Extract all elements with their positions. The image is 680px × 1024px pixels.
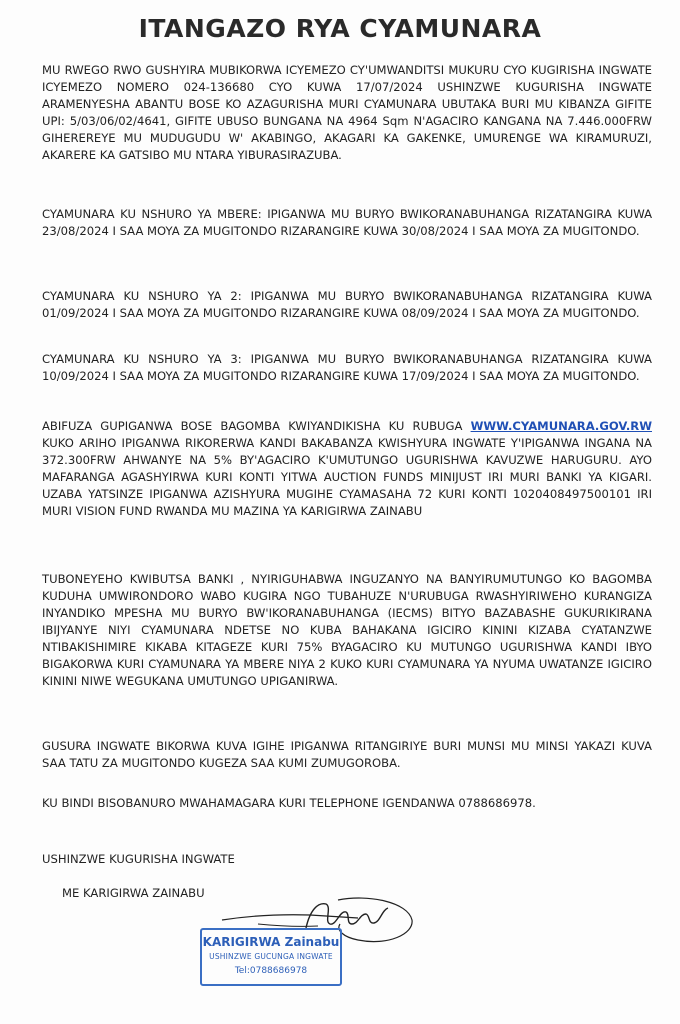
registration-text-after: KUKO ARIHO IPIGANWA RIKORERWA KANDI BAKABANZA KWISHYURA INGWATE Y'IPIGANWA INGANA NA 372.300FRW AHWANYE NA 5% BY'AGACIRO K'UMUTUNGO UGURISHWA KAVUZWE HARUGURU. AYO MAFARANGA AGASHYIRWA KURI KONTI YITWA AUCTION FUNDS MINIJUST IRI MURI BANKI YA KIGARI. UZABA YATSINZE IPIGANWA AZISHYURA MUGIHE CYAMASAHA 72 KURI KONTI 1020408497500101 IRI MURI VISION FUND RWANDA MU MAZINA YA KARIGIRWA ZAINABU bbox=[42, 436, 652, 518]
stamp-telephone: Tel:0788686978 bbox=[234, 966, 308, 976]
paragraph-bank-reminder: TUBONEYEHO KWIBUTSA BANKI , NYIRIGUHABWA INGUZANYO NA BANYIRUMUTUNGO KO BAGOMBA KUDUHA UMWIRONDORO WABO KUGIRA NGO TUBAHUZE N'URUBUGA RWASHYIRIWEHO KURANGIZA INYANDIKO MPESHA MU BURYO BW'IKORANABUHANGA (IECMS) BITYO BAZABASHE GUKURIKIRANA IBIJYANYE NIYI CYAMUNARA NDETSE NO KUBA BAHAKANA IGICIRO KININI KIZABA CYATANZWE NTIBAKISHIMIRE KIKABA KITAGEZE KURI 75% BYAGACIRO KU MUTUNGO UGURISHWA KANDI IBYO BIGAKORWA KURI CYAMUNARA YA MBERE NIYA 2 KUKO KURI CYAMUNARA YA NYUMA UWATANZE IGICIRO KININI NIWE WEGUKANA UMUTUNGO UPIGANIRWA. bbox=[42, 572, 652, 688]
official-stamp bbox=[200, 928, 342, 986]
paragraph-first-auction: CYAMUNARA KU NSHURO YA MBERE: IPIGANWA MU BURYO BWIKORANABUHANGA RIZATANGIRA KUWA 23/08/2024 I SAA MOYA ZA MUGITONDO RIZARANGIRE KUWA 30/08/2024 I SAA MOYA ZA MUGITONDO. bbox=[42, 207, 652, 238]
paragraph-visiting-hours: GUSURA INGWATE BIKORWA KUVA IGIHE IPIGANWA RITANGIRIYE BURI MUNSI MU MINSI YAKAZI KUVA SAA TATU ZA MUGITONDO KUGEZA SAA KUMI ZUMUGOROBA. bbox=[42, 739, 652, 770]
paragraph-second-auction: CYAMUNARA KU NSHURO YA 2: IPIGANWA MU BURYO BWIKORANABUHANGA RIZATANGIRA KUWA 01/09/2024 I SAA MOYA ZA MUGITONDO RIZARANGIRE KUWA 08/09/2024 I SAA MOYA ZA MUGITONDO. bbox=[42, 289, 652, 320]
signatory-name: ME KARIGIRWA ZAINABU bbox=[62, 886, 205, 900]
signatory-role: USHINZWE KUGURISHA INGWATE bbox=[42, 852, 235, 866]
paragraph-auction-notice: MU RWEGO RWO GUSHYIRA MUBIKORWA ICYEMEZO CY'UMWANDITSI MUKURU CYO KUGIRISHA INGWATE ICYEMEZO NOMERO 024-136680 CYO KUWA 17/07/2024 USHINZWE KUGURISHA INGWATE ARAMENYESHA ABANTU BOSE KO AZAGURISHA MURI CYAMUNARA UBUTAKA BURI MU KIBANZA GIFITE UPI: 5/03/06/02/4641, GIFITE UBUSO BUNGANA NA 4964 Sqm N'AGACIRO KANGANA NA 7.446.000FRW GIHEREREYE MU MUDUGUDU W' AKABINGO, AKAGARI KA GAKENKE, UMURENGE WA KIRAMURUZI, AKARERE KA GATSIBO MU NTARA YIBURASIRAZUBA. bbox=[42, 63, 652, 162]
auction-website-link[interactable]: WWW.CYAMUNARA.GOV.RW bbox=[470, 419, 652, 433]
stamp-name: KARIGIRWA Zainabu bbox=[202, 935, 340, 949]
paragraph-registration bbox=[42, 418, 652, 520]
stamp-role: USHINZWE GUCUNGA INGWATE bbox=[209, 952, 333, 961]
paragraph-contact-info: KU BINDI BISOBANURO MWAHAMAGARA KURI TELEPHONE IGENDANWA 0788686978. bbox=[42, 796, 536, 810]
registration-text-before: ABIFUZA GUPIGANWA BOSE BAGOMBA KWIYANDIKISHA KU RUBUGA bbox=[42, 419, 471, 433]
document-title: ITANGAZO RYA CYAMUNARA bbox=[138, 14, 542, 43]
paragraph-third-auction: CYAMUNARA KU NSHURO YA 3: IPIGANWA MU BURYO BWIKORANABUHANGA RIZATANGIRA KUWA 10/09/2024 I SAA MOYA ZA MUGITONDO RIZARANGIRE KUWA 17/09/2024 I SAA MOYA ZA MUGITONDO. bbox=[42, 352, 652, 383]
